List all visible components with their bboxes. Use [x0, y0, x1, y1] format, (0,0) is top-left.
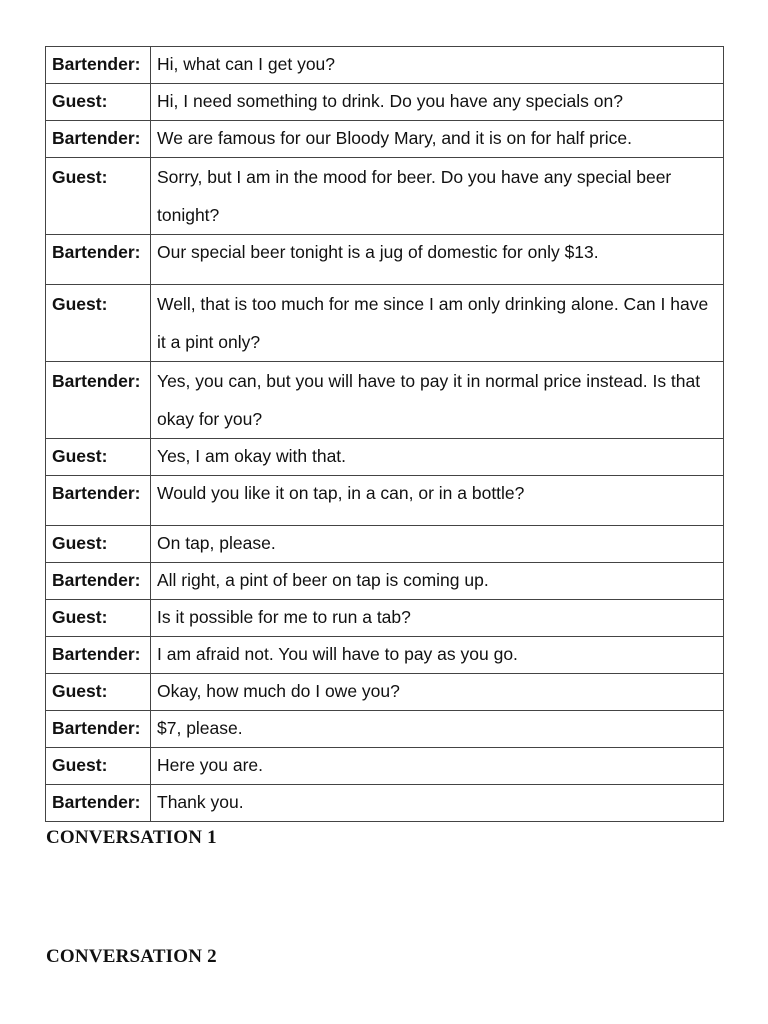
- table-row: [46, 785, 724, 822]
- speaker-cell: Bartender:: [46, 121, 151, 158]
- speaker-cell: Guest:: [46, 600, 151, 637]
- table-row: [46, 121, 724, 158]
- speaker-cell: Guest:: [46, 526, 151, 563]
- line-cell: $7, please.: [151, 711, 724, 748]
- table-row: [46, 362, 724, 439]
- table-row: [46, 526, 724, 563]
- speaker-cell: Bartender:: [46, 47, 151, 84]
- speaker-cell: Bartender:: [46, 637, 151, 674]
- speaker-cell: Bartender:: [46, 476, 151, 526]
- table-row: [46, 47, 724, 84]
- speaker-cell: Guest:: [46, 158, 151, 235]
- line-cell: Yes, I am okay with that.: [151, 439, 724, 476]
- line-cell: I am afraid not. You will have to pay as you go.: [151, 637, 724, 674]
- line-cell: Here you are.: [151, 748, 724, 785]
- speaker-cell: Bartender:: [46, 235, 151, 285]
- table-row: [46, 84, 724, 121]
- line-cell: Well, that is too much for me since I am only drinking alone. Can I have it a pint only?: [151, 285, 724, 362]
- table-row: [46, 439, 724, 476]
- table-row: [46, 600, 724, 637]
- speaker-cell: Guest:: [46, 439, 151, 476]
- table-row: [46, 674, 724, 711]
- table-row: [46, 158, 724, 235]
- speaker-cell: Guest:: [46, 84, 151, 121]
- table-row: [46, 748, 724, 785]
- speaker-cell: Bartender:: [46, 362, 151, 439]
- line-cell: All right, a pint of beer on tap is coming up.: [151, 563, 724, 600]
- speaker-cell: Bartender:: [46, 711, 151, 748]
- speaker-cell: Guest:: [46, 285, 151, 362]
- line-cell: Hi, what can I get you?: [151, 47, 724, 84]
- line-cell: Thank you.: [151, 785, 724, 822]
- table-row: [46, 235, 724, 285]
- table-row: [46, 285, 724, 362]
- dialogue-table: [45, 46, 724, 822]
- line-cell: Okay, how much do I owe you?: [151, 674, 724, 711]
- table-row: [46, 711, 724, 748]
- table-row: [46, 476, 724, 526]
- line-cell: Yes, you can, but you will have to pay it in normal price instead. Is that okay for you?: [151, 362, 724, 439]
- line-cell: Hi, I need something to drink. Do you have any specials on?: [151, 84, 724, 121]
- conversation-2-heading: CONVERSATION 2: [46, 946, 217, 967]
- line-cell: Would you like it on tap, in a can, or in a bottle?: [151, 476, 724, 526]
- table-row: [46, 563, 724, 600]
- line-cell: Sorry, but I am in the mood for beer. Do you have any special beer tonight?: [151, 158, 724, 235]
- line-cell: We are famous for our Bloody Mary, and it is on for half price.: [151, 121, 724, 158]
- table-row: [46, 637, 724, 674]
- speaker-cell: Bartender:: [46, 785, 151, 822]
- speaker-cell: Bartender:: [46, 563, 151, 600]
- line-cell: On tap, please.: [151, 526, 724, 563]
- line-cell: Our special beer tonight is a jug of domestic for only $13.: [151, 235, 724, 285]
- line-cell: Is it possible for me to run a tab?: [151, 600, 724, 637]
- speaker-cell: Guest:: [46, 748, 151, 785]
- conversation-1-heading: CONVERSATION 1: [46, 827, 217, 848]
- speaker-cell: Guest:: [46, 674, 151, 711]
